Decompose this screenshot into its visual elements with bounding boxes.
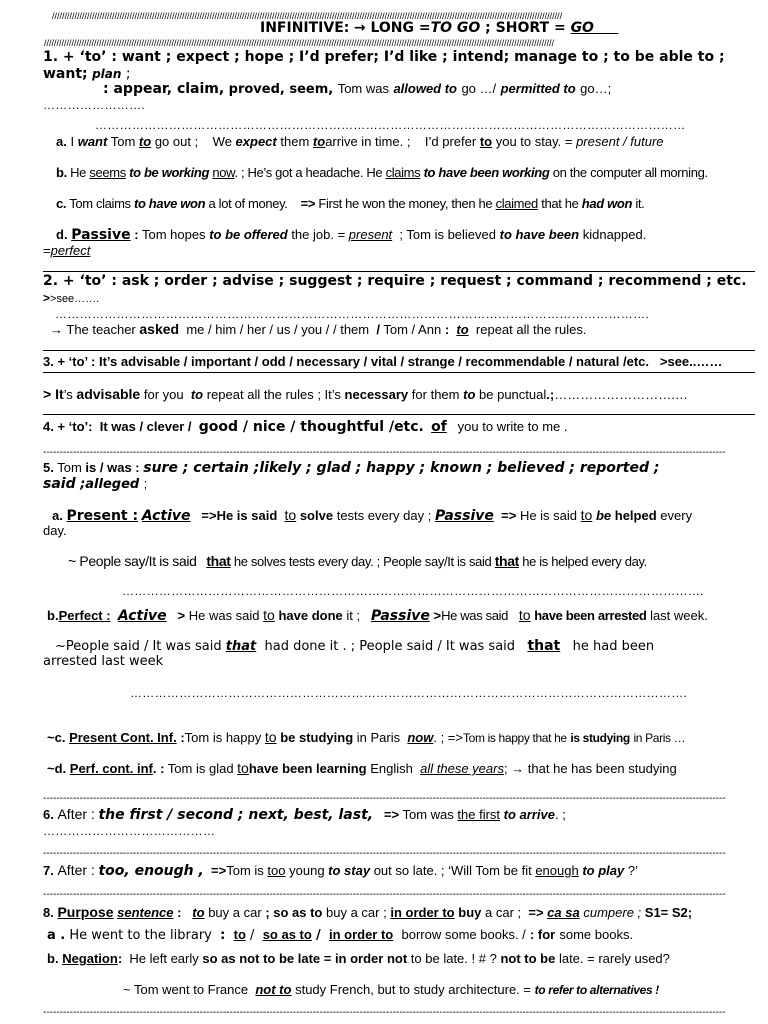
s1-example-d-2: =perfect xyxy=(43,243,91,258)
s1-example-b: b. He seems to be working now. ; He’s got a headache. He claims to have been working on the computer all morning. xyxy=(56,165,708,180)
s5-b-dots: ………………………………………………………………………………………………………………………. xyxy=(130,686,688,700)
s3-example: > It’s advisable for you to repeat all the rules ; It’s necessary for them to be punctual.;……………………….… xyxy=(43,386,688,402)
divider xyxy=(43,350,755,351)
s6-heading: 6. After : the first / second ; next, best, last, => Tom was the first to arrive. ; xyxy=(43,806,566,823)
s1-example-d: d. Passive : Tom hopes to be offered the job. = present ; Tom is believed to have been kidnapped. xyxy=(56,227,647,243)
s8-a: a . He went to the library : to / so as to / in order to borrow some books. / : for some books. xyxy=(47,927,634,943)
s5-d: ~d. Perf. cont. inf. : Tom is glad tohave been learning English all these years; → that he has been studying xyxy=(47,760,677,776)
s5-b: b.Perfect : Active > He was said to have done it ; Passive >He was said to have been arrested last week. xyxy=(47,607,708,624)
s5-a: a. Present : Active =>He is said to solve tests every day ; Passive => He is said to be helped every xyxy=(52,507,693,524)
s5-c: ~c. Present Cont. Inf. :Tom is happy to be studying in Paris now. ; =>Tom is happy that he is studying in Paris … xyxy=(47,729,686,745)
s3-heading: 3. + ‘to’ : It’s advisable / important / odd / necessary / vital / strange / recommendable / natural /etc. >see..…… xyxy=(43,354,723,369)
s1-heading-2: want; plan ; xyxy=(43,66,131,82)
s5-a-2: day. xyxy=(43,523,67,538)
header-bottom-slashes: //////////////////////////////////////////////////////////////////////////////////////////////////////////////////////////////////////////////////////////////////////////////////////////////////////////// xyxy=(44,39,555,48)
s5-b-example-2: arrested last week xyxy=(43,654,164,669)
s5-a-example: ~ People say/It is said that he solves tests every day. ; People say/It is said that he is helped every day. xyxy=(68,553,647,569)
s8-heading: 8. Purpose sentence : to buy a car ; so as to buy a car ; in order to buy a car ; => ca sa cumpere ; S1= S2; xyxy=(43,904,693,920)
s1-example-c: c. Tom claims to have won a lot of money. => First he won the money, then he claimed that he had won it. xyxy=(56,196,645,211)
dashed-divider: ------------------------------------------------------------------------------------------------------------------------------------------------------------------------------------------------------------- xyxy=(43,849,726,859)
page-title: INFINITIVE: → LONG =TO GO ; SHORT = GO xyxy=(260,20,594,36)
s7-heading: 7. After : too, enough , =>Tom is too young to stay out so late. ; ‘Will Tom be fit enough to play ?’ xyxy=(43,862,638,879)
s2-heading: 2. + ‘to’ : ask ; order ; advise ; suggest ; require ; request ; command ; recommend ; etc. xyxy=(43,273,747,289)
s8-c: ~ Tom went to France not to study French, but to study architecture. = to refer to alternatives ! xyxy=(123,982,659,997)
s1-dots-2: ……………………………………………………………………………………………………………………………… xyxy=(95,118,686,132)
s2-heading-2: >>see……. xyxy=(43,291,100,305)
dashed-divider: ------------------------------------------------------------------------------------------------------------------------------------------------------------------------------------------------------------- xyxy=(43,890,726,900)
s8-b: b. Negation: He left early so as not to be late = in order not to be late. ! # ? not to be late. = rarely used? xyxy=(47,951,670,966)
dashed-divider: ------------------------------------------------------------------------------------------------------------------------------------------------------------------------------------------------------------- xyxy=(43,1008,726,1018)
divider xyxy=(43,271,755,272)
divider xyxy=(43,414,755,415)
divider xyxy=(43,372,755,373)
s2-example: → The teacher asked me / him / her / us / you / / them / Tom / Ann : to repeat all the rules. xyxy=(50,321,587,337)
s1-dots-1: ……………………. xyxy=(43,98,146,112)
s1-example-a: a. I want Tom to go out ; We expect them toarrive in time. ; I’d prefer to you to stay. = present / future xyxy=(56,134,664,149)
s5-heading-2: said ;alleged ; xyxy=(43,476,148,492)
s4-heading: 4. + ‘to’: It was / clever / good / nice / thoughtful /etc. of you to write to me . xyxy=(43,419,568,435)
s1-heading: 1. + ‘to’ : want ; expect ; hope ; I’d prefer; I’d like ; intend; manage to ; to be able to ; xyxy=(43,49,725,65)
s6-dots: …………………………………… xyxy=(43,824,216,838)
dashed-divider: ------------------------------------------------------------------------------------------------------------------------------------------------------------------------------------------------------------- xyxy=(43,794,726,804)
s5-heading: 5. Tom is / was : sure ; certain ;likely ; glad ; happy ; known ; believed ; reported ; xyxy=(43,460,660,476)
header-top-slashes: //////////////////////////////////////////////////////////////////////////////////////////////////////////////////////////////////////////////////////////////////////////////////////////////////////////// xyxy=(52,12,563,21)
s1-heading-3: : appear, claim, proved, seem, Tom was allowed to go …/ permitted to go…; xyxy=(103,81,612,97)
s2-dots: ………………………………………………………………………………………………………………………………. xyxy=(55,307,650,321)
s5-b-example: ~People said / It was said that had done it . ; People said / It was said that he had been xyxy=(55,638,655,654)
dashed-divider: ------------------------------------------------------------------------------------------------------------------------------------------------------------------------------------------------------------- xyxy=(43,448,726,458)
s5-a-dots: ……………………………………………………………………………………………………………………………. xyxy=(122,584,704,598)
